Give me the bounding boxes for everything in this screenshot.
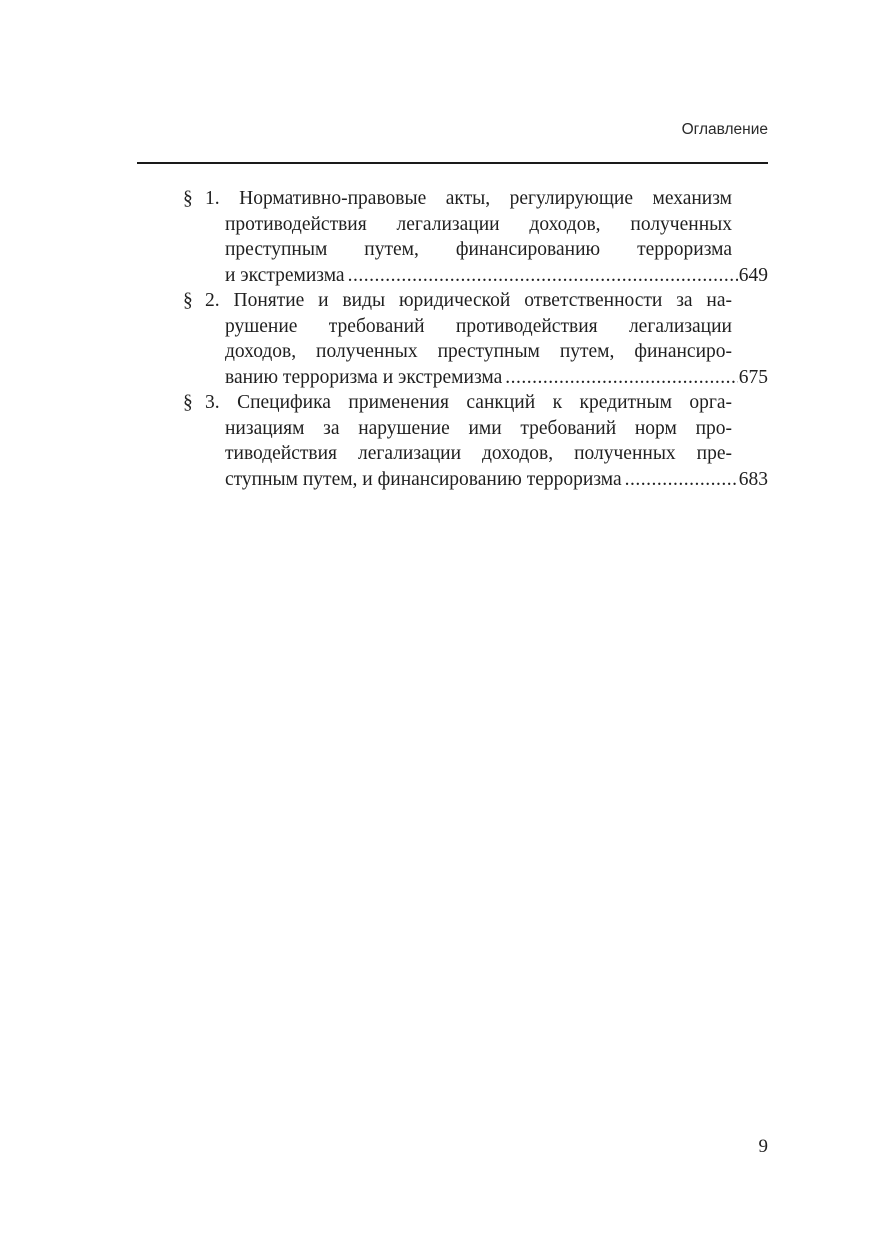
toc-entry-3-line-4 [137,467,768,493]
toc-entry-3[interactable] [137,390,768,492]
page-number: 9 [758,1136,768,1157]
toc-entry-1-line-4 [137,263,768,289]
toc-entry-2-last-text: ванию терроризма и экстремизма [225,366,503,388]
toc-entry-3-line-2: низациям за нарушение ими требований норм про- [225,417,732,439]
section-number: 1. [205,188,220,209]
toc-entry-1-last-text: и экстремизма [225,264,345,286]
section-number: 3. [205,392,220,413]
dot-leader [348,263,738,289]
header-rule [137,162,768,164]
toc-entry-1-line-2: противодействия легализации доходов, полученных [225,213,732,235]
toc-entry-2-text-1: Понятие и виды юридической ответственности за на- [233,290,733,311]
toc-entry-1-text-1: Нормативно-правовые акты, регулирующие механизм [239,188,733,209]
section-symbol: § [183,290,193,311]
section-symbol: § [183,392,193,413]
toc-entry-2-line-3: доходов, полученных преступным путем, финансиро- [225,341,732,362]
section-symbol: § [183,188,193,209]
toc-entry-1-page[interactable]: 649 [738,264,768,286]
toc-entry-3-text-1: Специфика применения санкций к кредитным орга- [237,392,732,413]
toc-entry-3-last-text: ступным путем, и финансированию терроризма [225,468,622,490]
toc-entry-2-line-1 [137,288,732,314]
toc-entry-1[interactable] [137,186,768,288]
toc-entry-3-page[interactable]: 683 [738,468,768,490]
toc-entry-2-line-4 [137,365,768,391]
toc-entry-1-line-3: преступным путем, финансированию терроризма [225,239,732,260]
dot-leader [625,467,738,493]
dot-leader [505,365,738,391]
section-number: 2. [205,290,220,311]
toc-entry-2-line-2: рушение требований противодействия легализации [225,315,732,337]
table-of-contents [137,186,768,492]
toc-entry-3-line-1 [137,390,732,416]
running-head-title: Оглавление [681,121,768,138]
toc-entry-2[interactable] [137,288,768,390]
toc-entry-1-line-1 [137,186,732,212]
toc-entry-2-page[interactable]: 675 [738,366,768,388]
toc-entry-3-line-3: тиводействия легализации доходов, полученных пре- [225,443,732,464]
